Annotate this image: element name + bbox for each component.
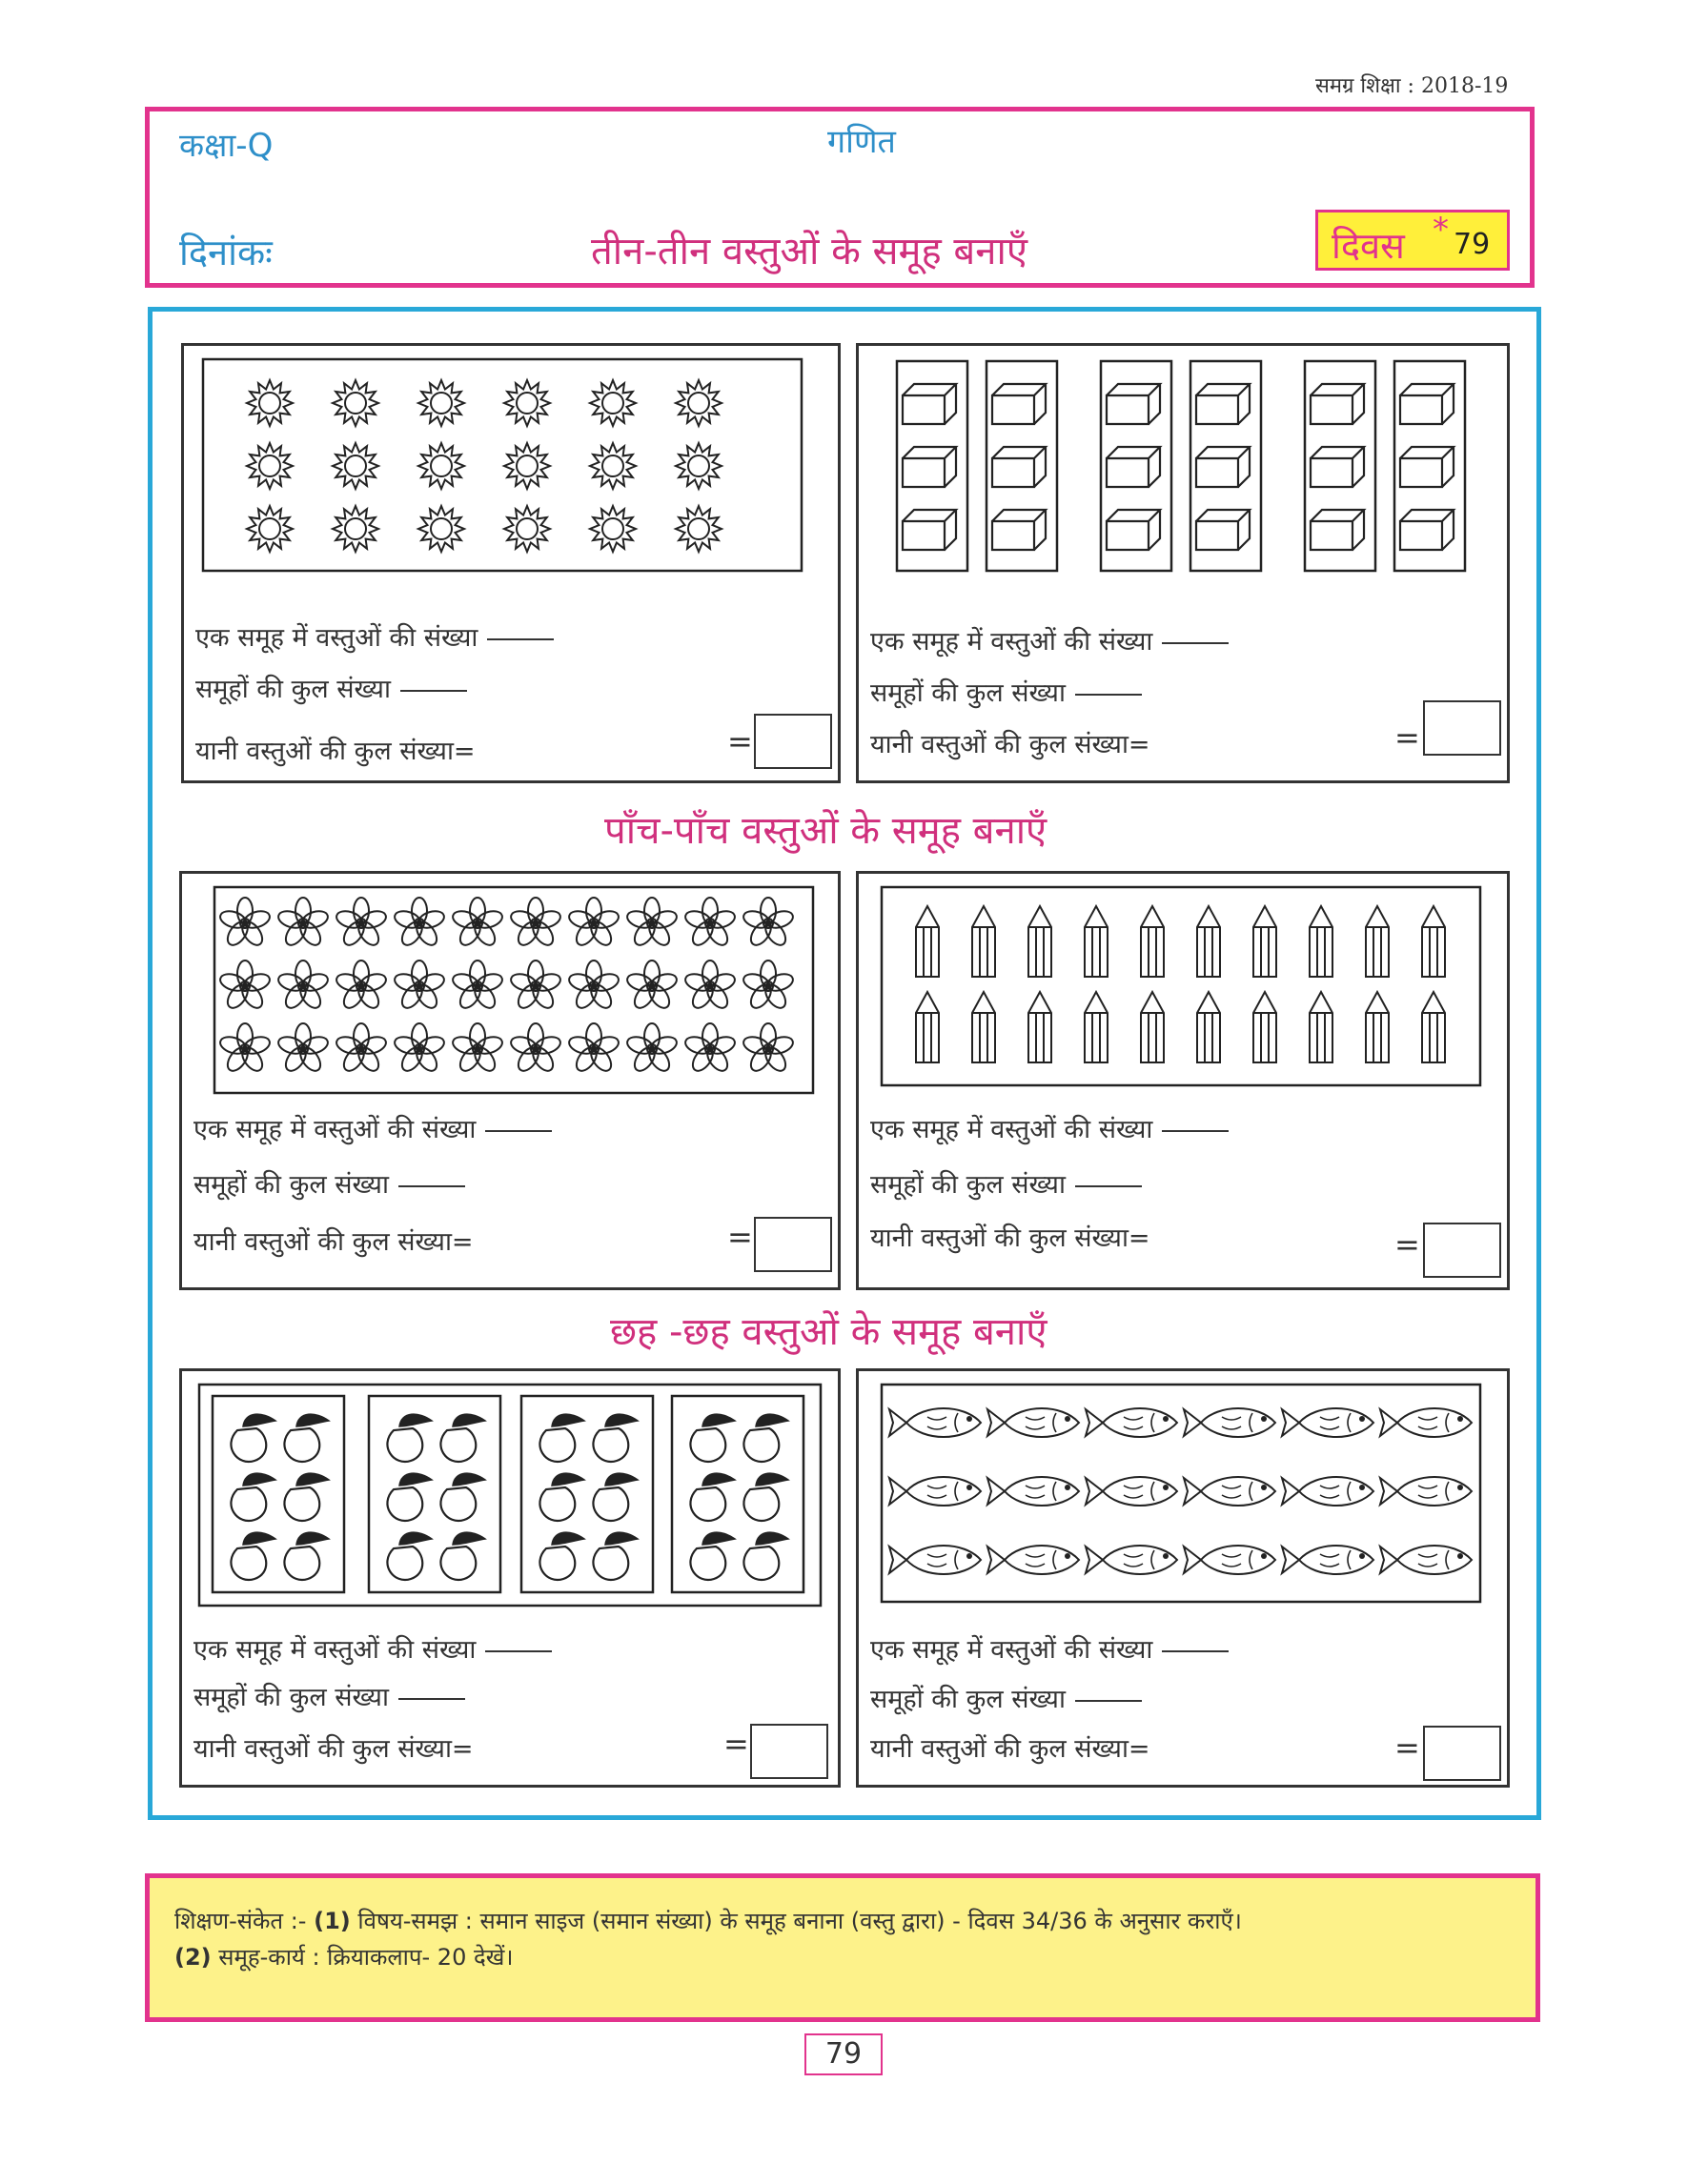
mango-icon [440,1473,485,1521]
fish-icon [889,1477,981,1506]
day-badge-label: दिवस [1332,225,1405,267]
total-line [870,725,1150,760]
star-flower-icon [418,443,464,489]
section-title-five: पाँच-पाँच वस्तुओं के समूह बनाएँ [604,809,1047,853]
mango-icon [743,1414,788,1462]
answer-blank[interactable] [1075,1184,1142,1187]
mango-icon [231,1414,275,1462]
exercise-panel-star-flowers [181,343,841,783]
five-petal-flower-icon [742,1023,795,1075]
group-size-line-label: एक समूह में वस्तुओं की संख्या [870,1115,1153,1144]
five-petal-flower-icon [742,961,795,1012]
answer-box[interactable] [754,1217,832,1272]
five-petal-flower-icon [335,898,388,949]
mango-icon [593,1414,638,1462]
answer-box[interactable] [754,714,832,769]
mango-icon [593,1473,638,1521]
pencil-icon [1253,992,1276,1062]
picture-mangoes [182,1371,838,1609]
pencil-icon [972,992,995,1062]
picture-boxes [859,346,1507,584]
five-petal-flower-icon [393,1023,446,1075]
section-title-three: तीन-तीन वस्तुओं के समूह बनाएँ [591,230,1027,273]
equals-sign: = [727,723,753,759]
mango-icon [387,1414,432,1462]
note-line-1 [174,1905,1242,1936]
mango-icon [284,1414,329,1462]
mango-icon [284,1532,329,1580]
group-size-line-label: एक समूह में वस्तुओं की संख्या [193,1635,477,1665]
cuboid-box-icon [1311,384,1364,424]
pencil-icon [1253,906,1276,977]
fish-icon [1184,1477,1275,1506]
cuboid-box-icon [992,384,1046,424]
cuboid-box-icon [1400,510,1454,550]
pencil-icon [972,906,995,977]
total-line-label: यानी वस्तुओं की कुल संख्या= [193,1734,474,1764]
group-count-line-label: समूहों की कुल संख्या [870,1170,1066,1200]
star-flower-icon [590,506,636,552]
five-petal-flower-icon [625,898,679,949]
five-petal-flower-icon [509,1023,562,1075]
star-flower-icon [247,380,293,426]
mango-icon [539,1414,584,1462]
group-size-line [193,1630,552,1666]
fish-icon [1282,1477,1373,1506]
cuboid-box-icon [1107,447,1160,487]
total-line [193,1223,474,1258]
group-count-line [195,670,467,705]
fish-icon [1086,1546,1177,1574]
pencil-icon [1028,906,1051,977]
group-count-line [870,1165,1142,1201]
pencil-icon [1366,906,1389,977]
five-petal-flower-icon [335,1023,388,1075]
cuboid-box-icon [1400,384,1454,424]
pencil-icon [1310,906,1332,977]
cuboid-box-icon [992,510,1046,550]
total-line [870,1219,1150,1254]
total-line-label: यानी वस्तुओं की कुल संख्या= [195,737,476,766]
star-flower-icon [418,506,464,552]
five-petal-flower-icon [742,898,795,949]
answer-box[interactable] [1423,700,1501,756]
group-count-line [870,674,1142,709]
answer-blank[interactable] [1075,693,1142,696]
mango-icon [284,1473,329,1521]
cuboid-box-icon [1196,510,1250,550]
picture-flowers [182,874,838,1112]
picture-star-flowers [184,346,838,584]
mango-icon [440,1532,485,1580]
star-flower-icon [504,443,550,489]
note-text-2: समूह-कार्य : क्रियाकलाप- 20 देखें। [218,1944,514,1971]
five-petal-flower-icon [567,961,620,1012]
five-petal-flower-icon [276,1023,330,1075]
group-size-line-label: एक समूह में वस्तुओं की संख्या [195,623,478,653]
picture-pencils [859,874,1507,1112]
answer-box[interactable] [1423,1726,1501,1781]
five-petal-flower-icon [393,898,446,949]
pencil-icon [1141,906,1164,977]
five-petal-flower-icon [509,898,562,949]
day-badge-star: * [1433,211,1449,249]
answer-blank[interactable] [1075,1699,1142,1702]
equals-sign: = [1394,1226,1420,1263]
exercise-panel-fishes [856,1368,1510,1788]
cuboid-box-icon [903,384,956,424]
mango-icon [743,1473,788,1521]
fish-icon [1380,1408,1472,1437]
group-size-line-label: एक समूह में वस्तुओं की संख्या [870,627,1153,657]
star-flower-icon [504,380,550,426]
pencil-icon [1197,992,1220,1062]
mango-icon [387,1532,432,1580]
pencil-icon [1310,992,1332,1062]
cuboid-box-icon [992,447,1046,487]
answer-blank[interactable] [485,1129,552,1132]
pencil-icon [916,906,939,977]
exercise-panel-boxes [856,343,1510,783]
fish-icon [987,1477,1079,1506]
equals-sign: = [1394,1729,1420,1766]
top-note: समग्र शिक्षा : 2018-19 [1315,74,1509,98]
fish-icon [1282,1408,1373,1437]
group-count-line [193,1165,465,1201]
answer-box[interactable] [750,1724,828,1779]
star-flower-icon [333,506,378,552]
exercise-panel-mangoes [179,1368,841,1788]
mango-icon [743,1532,788,1580]
five-petal-flower-icon [625,1023,679,1075]
answer-blank[interactable] [1162,1129,1229,1132]
five-petal-flower-icon [276,961,330,1012]
star-flower-icon [676,506,722,552]
fish-icon [1184,1546,1275,1574]
fish-icon [987,1408,1079,1437]
cuboid-box-icon [1196,384,1250,424]
star-flower-icon [676,380,722,426]
equals-sign: = [723,1726,749,1762]
note-prefix: शिक्षण-संकेत :- [174,1908,307,1934]
answer-blank[interactable] [487,637,554,640]
mango-icon [231,1473,275,1521]
total-line-label: यानी वस्तुओं की कुल संख्या= [193,1227,474,1257]
total-line-label: यानी वस्तुओं की कुल संख्या= [870,730,1150,759]
answer-blank[interactable] [398,1184,465,1187]
five-petal-flower-icon [567,898,620,949]
pencil-icon [916,992,939,1062]
group-frame [213,1396,344,1592]
group-size-line [193,1110,552,1145]
cuboid-box-icon [1196,447,1250,487]
five-petal-flower-icon [509,961,562,1012]
mango-icon [440,1414,485,1462]
five-petal-flower-icon [451,898,504,949]
five-petal-flower-icon [451,961,504,1012]
star-flower-icon [504,506,550,552]
pencil-icon [1141,992,1164,1062]
fish-icon [889,1546,981,1574]
subject-label: गणित [827,123,896,161]
group-frame [369,1396,500,1592]
star-flower-icon [590,380,636,426]
pencil-icon [1422,992,1445,1062]
mango-icon [690,1532,735,1580]
group-size-line [870,622,1229,657]
mango-icon [387,1473,432,1521]
page-number: 79 [804,2033,883,2075]
exercise-panel-pencils [856,871,1510,1290]
star-flower-icon [676,443,722,489]
total-line-label: यानी वस्तुओं की कुल संख्या= [870,1734,1150,1764]
answer-box[interactable] [1423,1223,1501,1278]
total-line-label: यानी वस्तुओं की कुल संख्या= [870,1223,1150,1253]
fish-icon [1380,1546,1472,1574]
five-petal-flower-icon [276,898,330,949]
total-line [870,1729,1150,1765]
five-petal-flower-icon [683,1023,737,1075]
star-flower-icon [333,443,378,489]
note-text-1: विषय-समझ : समान साइज (समान संख्या) के समूह बनाना (वस्तु द्वारा) - दिवस 34/36 के अनुसार कराएँ। [357,1908,1242,1934]
five-petal-flower-icon [393,961,446,1012]
star-flower-icon [590,443,636,489]
equals-sign: = [727,1219,753,1255]
pencil-icon [1366,992,1389,1062]
cuboid-box-icon [903,510,956,550]
pencil-icon [1197,906,1220,977]
fish-icon [889,1408,981,1437]
fish-icon [1086,1408,1177,1437]
pencil-icon [1422,906,1445,977]
five-petal-flower-icon [335,961,388,1012]
mango-icon [539,1532,584,1580]
five-petal-flower-icon [218,1023,272,1075]
answer-blank[interactable] [1162,641,1229,644]
picture-fishes [859,1371,1507,1609]
group-count-line-label: समूहों की कुल संख्या [195,675,391,704]
five-petal-flower-icon [683,961,737,1012]
five-petal-flower-icon [218,961,272,1012]
day-badge-number: 79 [1454,228,1491,261]
note-line-2 [174,1941,513,1972]
group-count-line [193,1678,465,1713]
star-flower-icon [247,443,293,489]
five-petal-flower-icon [451,1023,504,1075]
group-count-line-label: समूहों की कुल संख्या [870,678,1066,708]
cuboid-box-icon [1311,510,1364,550]
cuboid-box-icon [1311,447,1364,487]
group-count-line-label: समूहों की कुल संख्या [193,1170,389,1200]
mango-icon [539,1473,584,1521]
group-frame [672,1396,803,1592]
group-size-line [195,618,554,654]
pencil-icon [1085,906,1108,977]
group-frame [521,1396,653,1592]
star-flower-icon [247,506,293,552]
teaching-note-box [145,1873,1540,2022]
five-petal-flower-icon [683,898,737,949]
mango-icon [690,1414,735,1462]
group-size-line [870,1630,1229,1666]
fish-icon [987,1546,1079,1574]
five-petal-flower-icon [625,961,679,1012]
five-petal-flower-icon [567,1023,620,1075]
pencil-icon [1028,992,1051,1062]
mango-icon [593,1532,638,1580]
mango-icon [231,1532,275,1580]
total-line [193,1729,474,1765]
group-size-line-label: एक समूह में वस्तुओं की संख्या [193,1115,477,1144]
group-count-line [870,1680,1142,1715]
note-num-2: (2) [174,1944,212,1971]
pencil-icon [1085,992,1108,1062]
group-count-line-label: समूहों की कुल संख्या [870,1685,1066,1714]
answer-blank[interactable] [485,1649,552,1652]
answer-blank[interactable] [398,1697,465,1700]
answer-blank[interactable] [1162,1649,1229,1652]
star-flower-icon [333,380,378,426]
mango-icon [690,1473,735,1521]
group-size-line [870,1110,1229,1145]
fish-icon [1282,1546,1373,1574]
class-label: कक्षा-Q [179,127,274,165]
cuboid-box-icon [1107,384,1160,424]
date-label: दिनांकः [179,232,273,273]
group-count-line-label: समूहों की कुल संख्या [193,1683,389,1712]
exercise-panel-flowers [179,871,841,1290]
cuboid-box-icon [1400,447,1454,487]
fish-icon [1086,1477,1177,1506]
fish-icon [1380,1477,1472,1506]
equals-sign: = [1394,719,1420,756]
cuboid-box-icon [903,447,956,487]
answer-blank[interactable] [400,689,467,692]
star-flower-icon [418,380,464,426]
note-num-1: (1) [314,1908,351,1934]
total-line [195,732,476,767]
fish-icon [1184,1408,1275,1437]
day-badge [1315,210,1510,271]
section-title-six: छह -छह वस्तुओं के समूह बनाएँ [610,1310,1047,1354]
five-petal-flower-icon [218,898,272,949]
group-size-line-label: एक समूह में वस्तुओं की संख्या [870,1635,1153,1665]
cuboid-box-icon [1107,510,1160,550]
